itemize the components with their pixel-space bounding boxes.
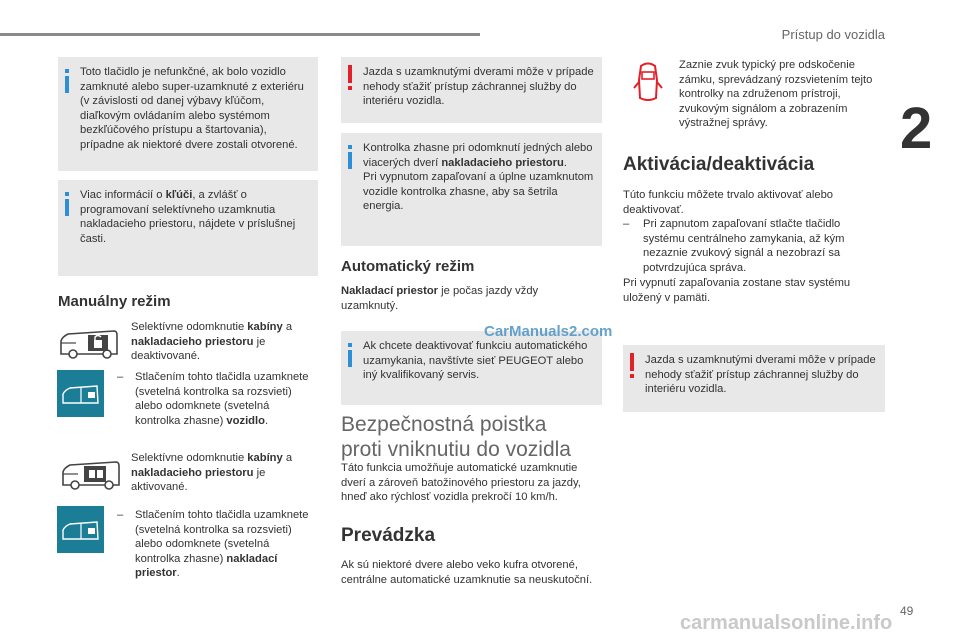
safety-text: Táto funkcia umožňuje automatické uzamknutie dverí a zároveň batožinového priestoru za jazdy, hneď ako rýchlosť vozidla prekročí 10 km/h. — [341, 462, 581, 504]
activation-heading: Aktivácia/deaktivácia — [623, 154, 815, 175]
info-icon — [348, 343, 352, 367]
header-rule — [0, 33, 480, 36]
press-lock-vehicle-text: Stlačením tohto tlačidla uzamknete (svetelná kontrolka sa rozsvieti) alebo odomknete (svetelná kontrolka zhasne) vozidlo. — [135, 371, 309, 427]
info-icon — [348, 145, 352, 169]
central-lock-button-icon — [57, 506, 104, 553]
press-lock-cargo-text: Stlačením tohto tlačidla uzamknete (svetelná kontrolka sa rozsvieti) alebo odomknete (svetelná kontrolka zhasne) nakladací priestor. — [135, 509, 309, 580]
chapter-number: 2 — [900, 96, 933, 161]
central-lock-button-icon — [57, 370, 104, 417]
info-icon — [65, 192, 69, 216]
info-box-text: Viac informácií o kľúči, a zvlášť o programovaní selektívneho uzamknutia nakladacieho priestoru, nájdete v príslušnej časti. — [80, 189, 296, 245]
watermark: CarManuals2.com — [484, 323, 613, 340]
safety-heading: Bezpečnostná poistka proti vniknutiu do vozidla — [341, 413, 571, 461]
warning-box — [623, 345, 885, 412]
activation-memory: Pri vypnutí zapaľovania zostane stav systému uložený v pamäti. — [623, 277, 851, 304]
van-lock-icon — [58, 327, 120, 359]
warning-icon — [347, 65, 353, 91]
alert-sound-text: Zaznie zvuk typický pre odskočenie zámku, sprevádzaný rozsvietením tejto kontrolky na združenom prístroji, zvukovým signálom a zobrazením výstražnej správy. — [679, 59, 873, 130]
bullet-marker: – — [117, 509, 124, 521]
info-box-deactivate — [341, 331, 602, 405]
door-open-warning-icon — [633, 60, 663, 104]
operation-heading: Prevádzka — [341, 525, 436, 546]
warning-icon — [629, 353, 635, 379]
section-title: Prístup do vozidla — [781, 27, 885, 42]
info-box-indicator — [341, 133, 602, 246]
warning-text: Jazda s uzamknutými dverami môže v prípade nehody sťažiť prístup záchrannej služby do interiéru vozidla. — [363, 66, 594, 108]
footer-watermark: carmanualsonline.info — [680, 612, 893, 634]
info-icon — [65, 69, 69, 93]
activation-intro: Túto funkciu môžete trvalo aktivovať alebo deaktivovať. — [623, 189, 834, 216]
cab-disabled-text: Selektívne odomknutie kabíny a nakladacieho priestoru je deaktivované. — [131, 321, 293, 363]
warning-box — [341, 57, 602, 123]
info-box-button-inactive — [58, 57, 318, 171]
automatic-mode-text: Nakladací priestor je počas jazdy vždy uzamknutý. — [341, 285, 539, 312]
bullet-marker: – — [117, 371, 124, 383]
cab-enabled-text: Selektívne odomknutie kabíny a nakladacieho priestoru je aktivované. — [131, 452, 293, 494]
info-box-key — [58, 180, 318, 276]
info-box-text: Kontrolka zhasne pri odomknutí jedných alebo viacerých dverí nakladacieho priestoru. Pri vypnutom zapaľovaní a úplne uzamknutom vozidle kontrolka zhasne, aby sa šetrila energia. — [363, 142, 594, 213]
info-box-text: Ak chcete deaktivovať funkciu automatického uzamykania, navštívte sieť PEUGEOT alebo iný kvalifikovaný servis. — [363, 340, 588, 382]
activation-step: Pri zapnutom zapaľovaní stlačte tlačidlo systému centrálneho zamykania, až kým nezaznie zvukový signál a nezobrazí sa potvrdzujúca správa. — [643, 218, 845, 274]
automatic-mode-heading: Automatický režim — [341, 258, 475, 275]
bullet-marker: – — [623, 218, 630, 230]
page-number: 49 — [900, 604, 914, 618]
manual-mode-heading: Manuálny režim — [58, 293, 171, 310]
warning-text: Jazda s uzamknutými dverami môže v prípade nehody sťažiť prístup záchrannej služby do interiéru vozidla. — [645, 354, 876, 396]
info-box-text: Toto tlačidlo je nefunkčné, ak bolo vozidlo zamknuté alebo super-uzamknuté z exteriéru (v závislosti od danej výbavy kľúčom, diaľkovým ovládaním alebo systémom bezkľúčového prístupu a štartovania), prípadne ak niektoré dvere zostali otvorené. — [80, 66, 304, 151]
operation-text: Ak sú niektoré dvere alebo veko kufra otvorené, centrálne automatické uzamknutie sa neuskutoční. — [341, 559, 593, 586]
van-unlock-icon — [60, 458, 122, 490]
